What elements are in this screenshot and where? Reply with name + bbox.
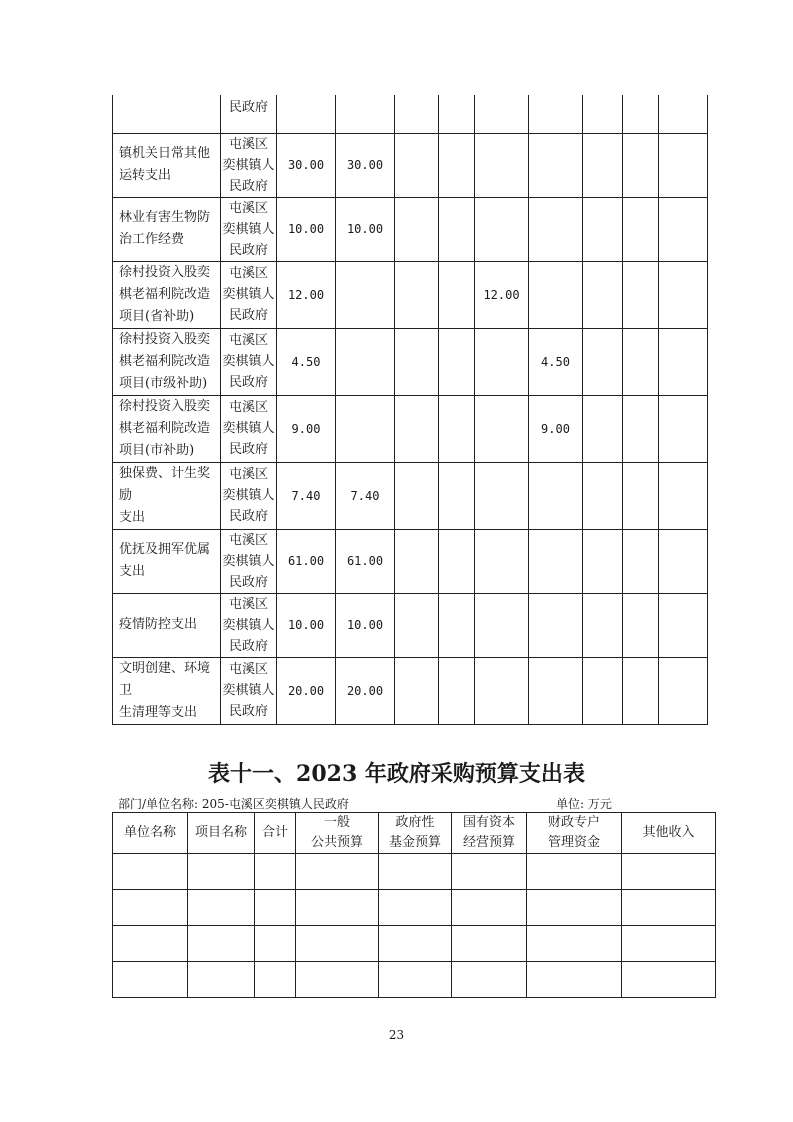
project-name-line: 支出	[119, 564, 146, 579]
amount-cell	[395, 133, 439, 197]
empty-row	[113, 854, 716, 890]
project-name-cell	[113, 529, 221, 593]
project-name-line: 项目(省补助)	[119, 308, 195, 324]
amount-cell	[659, 462, 708, 529]
amount-cell: 30.00	[277, 133, 336, 197]
amount-cell	[475, 328, 529, 395]
amount-cell	[336, 261, 395, 328]
amount-cell	[623, 395, 659, 462]
department-line: 民政府	[228, 308, 268, 323]
amount-cell	[659, 133, 708, 197]
project-name-line: 疫情防控支出	[119, 617, 198, 632]
department-line: 屯溪区	[228, 400, 268, 415]
department-line: 民政府	[228, 375, 268, 390]
amount-cell	[583, 95, 623, 133]
amount-cell	[439, 133, 475, 197]
department-line: 民政府	[228, 442, 268, 457]
empty-cell	[527, 890, 622, 926]
project-name-line: 支出	[119, 509, 146, 525]
column-header-line: 基金预算	[388, 835, 441, 850]
amount-cell	[439, 95, 475, 133]
amount-cell	[583, 657, 623, 724]
department-line: 奕棋镇人	[222, 553, 275, 569]
procurement-header-row	[113, 813, 716, 854]
project-name-cell	[113, 95, 221, 133]
amount-cell	[395, 328, 439, 395]
amount-cell	[583, 197, 623, 261]
amount-cell: 10.00	[277, 197, 336, 261]
amount-cell	[475, 133, 529, 197]
empty-cell	[527, 854, 622, 890]
column-header	[296, 813, 379, 854]
empty-cell	[622, 926, 716, 962]
amount-cell	[475, 462, 529, 529]
amount-cell	[439, 593, 475, 657]
project-name-line: 治工作经费	[119, 232, 185, 247]
amount-cell	[395, 593, 439, 657]
amount-cell	[475, 395, 529, 462]
empty-cell	[255, 890, 296, 926]
department-line: 民政府	[228, 178, 268, 194]
column-header	[452, 813, 527, 854]
procurement-budget-table	[112, 812, 716, 998]
empty-row	[113, 890, 716, 926]
amount-cell	[529, 593, 583, 657]
amount-cell	[475, 657, 529, 724]
empty-cell	[113, 890, 188, 926]
amount-cell	[439, 657, 475, 724]
amount-cell	[529, 197, 583, 261]
department-cell	[221, 593, 277, 657]
project-name-line: 项目(市补助)	[119, 442, 195, 458]
table-row	[113, 95, 708, 133]
empty-cell	[452, 890, 527, 926]
amount-cell: 9.00	[529, 395, 583, 462]
department-line: 民政府	[228, 638, 268, 654]
column-header-line: 合计	[261, 825, 288, 840]
empty-cell	[113, 926, 188, 962]
project-name-line: 生清理等支出	[119, 704, 198, 720]
empty-cell	[379, 854, 452, 890]
column-header	[527, 813, 622, 854]
department-label: 部门/单位名称: 205-屯溪区奕棋镇人民政府	[118, 797, 349, 811]
empty-cell	[188, 926, 255, 962]
page-number: 23	[388, 1028, 405, 1042]
amount-cell	[439, 197, 475, 261]
project-name-cell	[113, 197, 221, 261]
project-name-cell	[113, 261, 221, 328]
amount-cell	[439, 462, 475, 529]
department-line: 奕棋镇人	[222, 157, 275, 173]
column-header	[255, 813, 296, 854]
project-name-line: 运转支出	[119, 168, 172, 183]
amount-cell	[439, 529, 475, 593]
column-header-line: 国有资本	[462, 815, 515, 830]
table-row	[113, 395, 708, 462]
amount-cell	[475, 529, 529, 593]
amount-cell	[395, 197, 439, 261]
empty-row	[113, 926, 716, 962]
amount-cell	[529, 261, 583, 328]
department-cell	[221, 261, 277, 328]
amount-cell	[583, 261, 623, 328]
table-row	[113, 261, 708, 328]
department-line: 奕棋镇人	[222, 221, 275, 237]
empty-cell	[527, 962, 622, 998]
amount-cell	[395, 657, 439, 724]
column-header-line: 管理资金	[547, 835, 600, 850]
department-cell	[221, 133, 277, 197]
empty-cell	[188, 854, 255, 890]
amount-cell	[475, 197, 529, 261]
amount-cell	[583, 462, 623, 529]
amount-cell	[659, 529, 708, 593]
empty-cell	[452, 854, 527, 890]
department-line: 奕棋镇人	[222, 287, 275, 302]
amount-cell	[659, 197, 708, 261]
department-line: 奕棋镇人	[222, 488, 275, 503]
table-row	[113, 657, 708, 724]
department-line: 屯溪区	[228, 532, 268, 548]
amount-cell	[475, 593, 529, 657]
amount-cell	[529, 133, 583, 197]
amount-cell	[583, 593, 623, 657]
amount-cell	[336, 328, 395, 395]
amount-cell	[529, 529, 583, 593]
amount-cell	[623, 529, 659, 593]
department-line: 民政府	[228, 574, 268, 590]
amount-cell	[583, 328, 623, 395]
empty-cell	[379, 890, 452, 926]
department-line: 奕棋镇人	[222, 354, 275, 369]
department-line: 奕棋镇人	[222, 683, 275, 698]
amount-cell: 4.50	[529, 328, 583, 395]
amount-cell	[439, 328, 475, 395]
table-row	[113, 197, 708, 261]
empty-cell	[379, 962, 452, 998]
project-name-line: 项目(市级补助)	[119, 375, 208, 391]
department-line: 屯溪区	[228, 333, 268, 348]
project-name-line: 棋老福利院改造	[119, 286, 211, 302]
table-row	[113, 462, 708, 529]
department-cell	[221, 529, 277, 593]
amount-cell	[623, 657, 659, 724]
empty-cell	[622, 890, 716, 926]
budget-detail-body	[113, 95, 708, 724]
procurement-body	[113, 854, 716, 998]
amount-cell	[623, 462, 659, 529]
amount-cell: 9.00	[277, 395, 336, 462]
department-line: 屯溪区	[228, 596, 268, 612]
amount-cell	[583, 395, 623, 462]
empty-cell	[379, 926, 452, 962]
department-line: 屯溪区	[228, 266, 268, 281]
amount-cell	[623, 593, 659, 657]
department-cell	[221, 657, 277, 724]
column-header-line: 经营预算	[462, 835, 515, 850]
project-name-cell	[113, 395, 221, 462]
amount-cell	[659, 657, 708, 724]
empty-cell	[113, 962, 188, 998]
amount-cell	[395, 95, 439, 133]
amount-cell	[395, 395, 439, 462]
project-name-cell	[113, 593, 221, 657]
department-line: 民政府	[228, 242, 268, 258]
empty-cell	[296, 962, 379, 998]
amount-cell: 30.00	[336, 133, 395, 197]
project-name-line: 徐村投资入股奕	[119, 331, 211, 347]
table-row	[113, 593, 708, 657]
department-line: 奕棋镇人	[222, 617, 275, 633]
department-line: 民政府	[228, 509, 268, 524]
amount-cell	[529, 657, 583, 724]
column-header-line: 单位名称	[123, 825, 176, 840]
department-cell	[221, 197, 277, 261]
amount-cell	[659, 395, 708, 462]
amount-cell	[583, 133, 623, 197]
department-line: 屯溪区	[228, 662, 268, 677]
project-name-line: 优抚及拥军优属	[119, 542, 211, 557]
amount-cell	[475, 95, 529, 133]
empty-cell	[255, 962, 296, 998]
budget-detail-table	[112, 95, 708, 725]
amount-cell	[659, 593, 708, 657]
amount-cell: 7.40	[336, 462, 395, 529]
empty-cell	[296, 854, 379, 890]
amount-cell	[659, 328, 708, 395]
amount-cell: 12.00	[277, 261, 336, 328]
column-header-line: 一般	[323, 815, 350, 830]
amount-cell: 12.00	[475, 261, 529, 328]
empty-cell	[622, 854, 716, 890]
column-header	[188, 813, 255, 854]
empty-cell	[296, 926, 379, 962]
project-name-line: 文明创建、环境卫	[119, 660, 211, 698]
amount-cell	[529, 462, 583, 529]
amount-cell: 20.00	[277, 657, 336, 724]
empty-cell	[296, 890, 379, 926]
amount-cell	[529, 95, 583, 133]
department-line: 奕棋镇人	[222, 421, 275, 436]
department-cell	[221, 462, 277, 529]
amount-cell	[659, 95, 708, 133]
amount-cell: 7.40	[277, 462, 336, 529]
department-line: 屯溪区	[228, 136, 268, 152]
amount-cell: 61.00	[277, 529, 336, 593]
amount-cell	[623, 261, 659, 328]
empty-cell	[527, 926, 622, 962]
project-name-line: 林业有害生物防	[119, 210, 211, 225]
amount-cell: 20.00	[336, 657, 395, 724]
amount-cell	[623, 95, 659, 133]
project-name-line: 棋老福利院改造	[119, 353, 211, 369]
amount-cell	[439, 395, 475, 462]
department-cell	[221, 395, 277, 462]
table-row	[113, 133, 708, 197]
amount-cell: 10.00	[336, 593, 395, 657]
project-name-cell	[113, 462, 221, 529]
empty-cell	[452, 926, 527, 962]
amount-cell	[623, 328, 659, 395]
project-name-line: 独保费、计生奖励	[119, 465, 211, 503]
column-header-line: 政府性	[395, 815, 435, 830]
amount-cell	[623, 197, 659, 261]
column-header-line: 项目名称	[194, 825, 247, 840]
amount-cell: 10.00	[336, 197, 395, 261]
unit-label: 单位: 万元	[556, 797, 612, 811]
column-header	[622, 813, 716, 854]
empty-cell	[452, 962, 527, 998]
table-row	[113, 529, 708, 593]
department-line: 民政府	[228, 100, 268, 115]
project-name-cell	[113, 133, 221, 197]
empty-row	[113, 962, 716, 998]
amount-cell	[395, 529, 439, 593]
amount-cell	[336, 95, 395, 133]
empty-cell	[188, 962, 255, 998]
department-cell	[221, 328, 277, 395]
amount-cell	[395, 261, 439, 328]
amount-cell: 4.50	[277, 328, 336, 395]
department-line: 屯溪区	[228, 467, 268, 482]
project-name-line: 徐村投资入股奕	[119, 398, 211, 414]
project-name-line: 徐村投资入股奕	[119, 264, 211, 280]
empty-cell	[188, 890, 255, 926]
amount-cell	[659, 261, 708, 328]
column-header	[113, 813, 188, 854]
amount-cell	[395, 462, 439, 529]
department-line: 民政府	[228, 704, 268, 719]
amount-cell	[623, 133, 659, 197]
table-row	[113, 328, 708, 395]
project-name-cell	[113, 657, 221, 724]
project-name-cell	[113, 328, 221, 395]
department-cell	[221, 95, 277, 133]
column-header-line: 其他收入	[642, 825, 695, 840]
amount-cell	[336, 395, 395, 462]
column-header-line: 财政专户	[547, 815, 600, 830]
amount-cell	[277, 95, 336, 133]
empty-cell	[622, 962, 716, 998]
amount-cell: 61.00	[336, 529, 395, 593]
section-title: 表十一、2023 年政府采购预算支出表	[208, 761, 585, 787]
project-name-line: 镇机关日常其他	[119, 146, 211, 161]
amount-cell	[583, 529, 623, 593]
department-line: 屯溪区	[228, 200, 268, 216]
empty-cell	[113, 854, 188, 890]
project-name-line: 棋老福利院改造	[119, 420, 211, 436]
amount-cell: 10.00	[277, 593, 336, 657]
column-header-line: 公共预算	[310, 835, 363, 850]
column-header	[379, 813, 452, 854]
empty-cell	[255, 926, 296, 962]
empty-cell	[255, 854, 296, 890]
amount-cell	[439, 261, 475, 328]
